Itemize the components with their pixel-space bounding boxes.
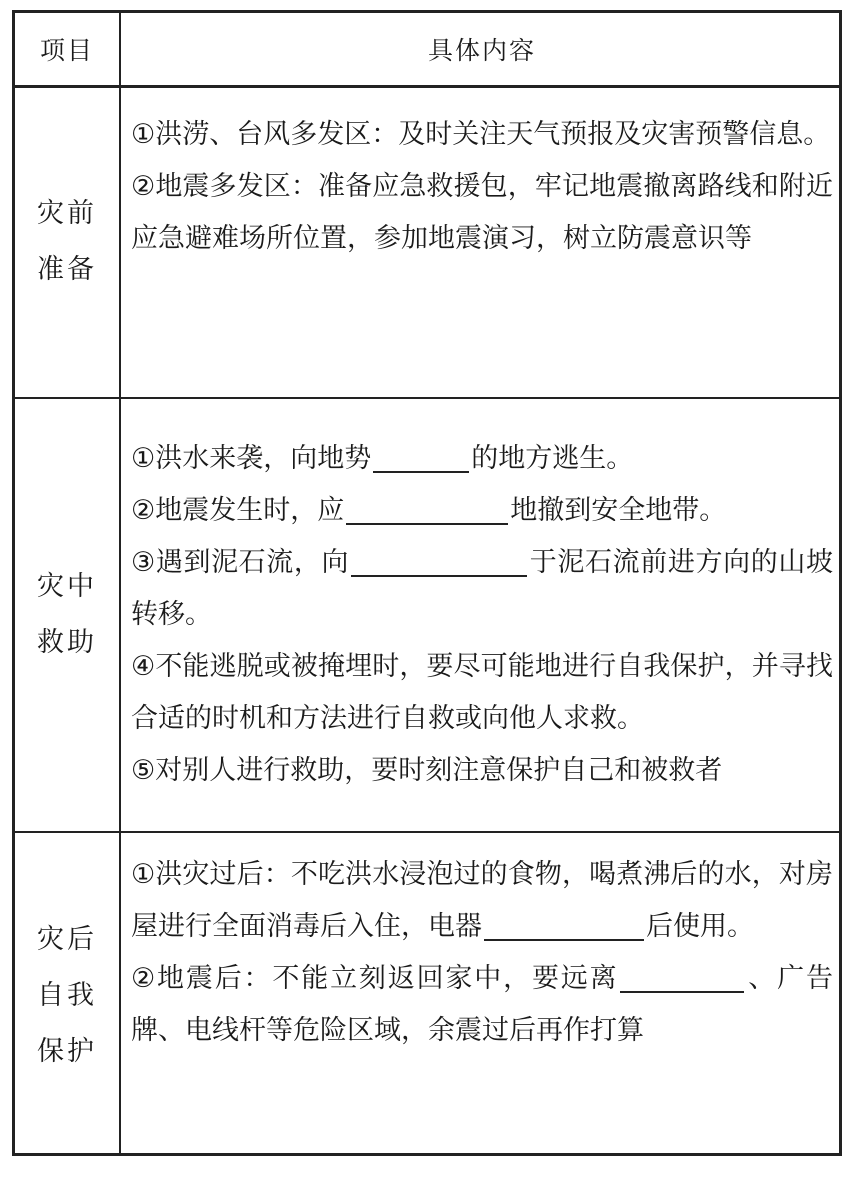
category-label: 灾前 准备 — [37, 198, 97, 285]
item-text: ②地震后：不能立刻返回家中，要远离 — [131, 963, 619, 994]
content-item: ②地震多发区：准备应急救援包，牢记地震撤离路线和附近应急避难场所位置，参加地震演习，树立防震意识等 — [131, 171, 833, 254]
item-text: 地撤到安全地带。 — [510, 495, 727, 526]
header-item-cell — [15, 13, 119, 85]
content-cell — [121, 433, 839, 797]
content-item — [131, 537, 833, 641]
content-item — [131, 433, 833, 485]
category-cell — [15, 87, 119, 397]
answer-blank[interactable] — [351, 574, 527, 577]
item-text: 、广告牌、电线杆等危险区域，余震过后再作打算 — [131, 963, 833, 1046]
item-text: 于泥石流前进方向的山坡转移。 — [131, 547, 833, 630]
item-text: ①洪水来袭，向地势 — [131, 443, 372, 474]
row-divider — [15, 85, 839, 88]
content-item: ①洪涝、台风多发区：及时关注天气预报及灾害预警信息。 — [131, 119, 831, 150]
answer-blank[interactable] — [373, 470, 469, 473]
item-text: ③遇到泥石流，向 — [131, 547, 350, 578]
content-item: ⑤对别人进行救助，要时刻注意保护自己和被救者 — [131, 755, 723, 786]
row-divider — [15, 831, 839, 833]
answer-blank[interactable] — [484, 938, 644, 941]
header-content-cell — [121, 13, 839, 85]
category-label: 灾中 救助 — [37, 571, 97, 658]
content-cell — [121, 109, 839, 265]
item-text: ①洪灾过后：不吃洪水浸泡过的食物，喝煮沸后的水，对房屋进行全面消毒后入住，电器 — [131, 859, 833, 942]
answer-blank[interactable] — [346, 522, 508, 525]
content-cell — [121, 849, 839, 1057]
content-item — [131, 849, 833, 953]
content-item — [131, 485, 833, 537]
category-cell — [15, 833, 119, 1159]
category-label: 灾后 自我 保护 — [37, 924, 97, 1067]
category-cell — [15, 399, 119, 831]
content-item: ④不能逃脱或被掩埋时，要尽可能地进行自我保护，并寻找合适的时机和方法进行自救或向他人求救。 — [131, 651, 833, 734]
answer-blank[interactable] — [620, 990, 744, 993]
item-text: 的地方逃生。 — [471, 443, 634, 474]
content-table — [12, 10, 842, 1156]
header-item: 项目 — [39, 36, 94, 65]
content-item — [131, 953, 833, 1057]
item-text: ②地震发生时，应 — [131, 495, 345, 526]
row-divider — [15, 397, 839, 399]
item-text: 后使用。 — [646, 911, 754, 942]
header-content: 具体内容 — [427, 36, 536, 65]
